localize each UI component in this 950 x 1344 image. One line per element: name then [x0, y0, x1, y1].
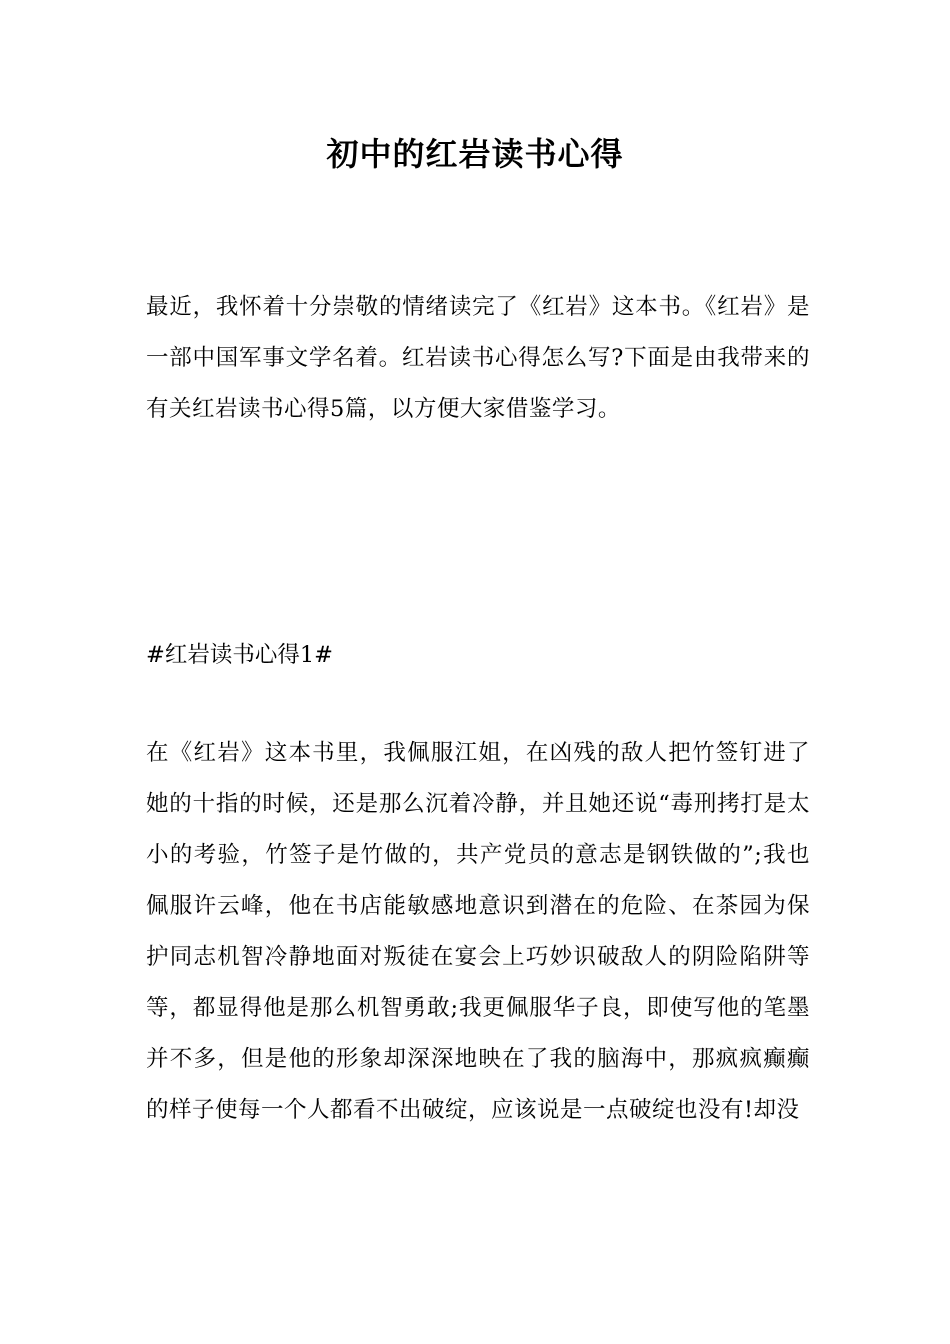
- document-title: 初中的红岩读书心得: [326, 135, 624, 173]
- intro-paragraph: 最近，我怀着十分崇敬的情绪读完了《红岩》这本书。《红岩》是一部中国军事文学名着。红岩读书心得怎么写?下面是由我带来的有关红岩读书心得5篇，以方便大家借鉴学习。: [146, 294, 810, 422]
- section-body-paragraph: 在《红岩》这本书里，我佩服江姐，在凶残的敌人把竹签钉进了她的十指的时候，还是那么沉着冷静，并且她还说“毒刑拷打是太小的考验，竹签子是竹做的，共产党员的意志是钢铁做的”;我也佩服许云峰，他在书店能敏感地意识到潜在的危险、在茶园为保护同志机智冷静地面对叛徒在宴会上巧妙识破敌人的阴险陷阱等等，都显得他是那么机智勇敢;我更佩服华子良，即使写他的笔墨并不多，但是他的形象却深深地映在了我的脑海中，那疯疯癫癫的样子使每一个人都看不出破绽，应该说是一点破绽也没有!却没: [146, 740, 810, 1123]
- section-heading: #红岩读书心得1#: [146, 642, 334, 668]
